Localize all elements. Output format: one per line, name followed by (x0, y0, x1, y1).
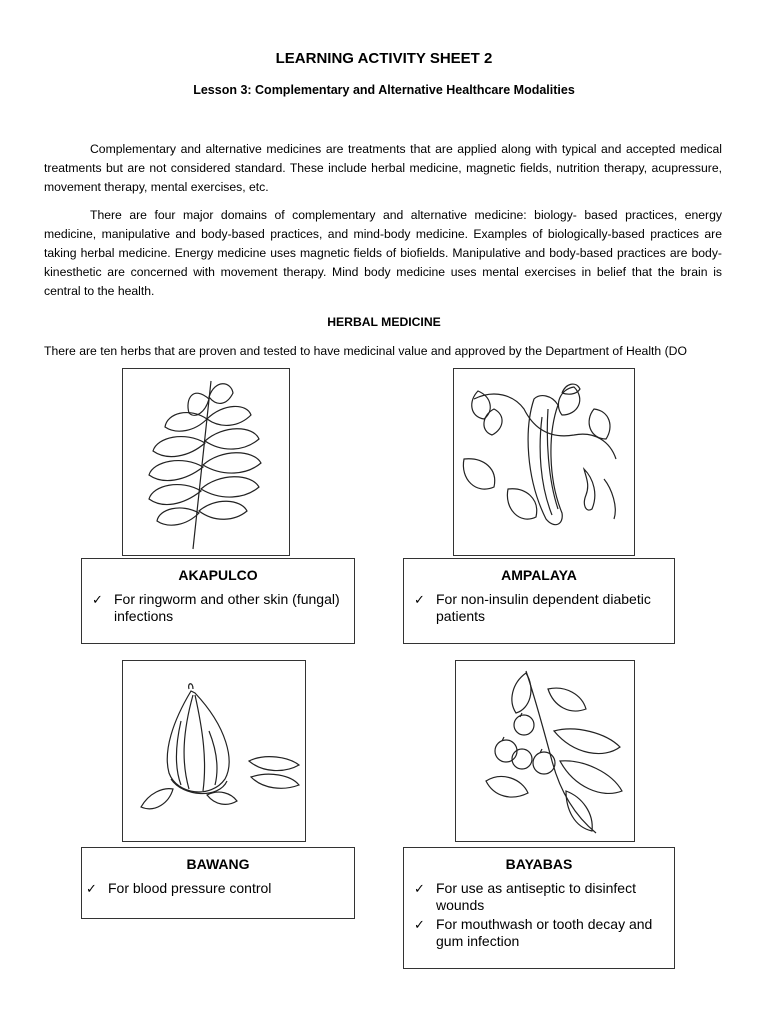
section-heading: HERBAL MEDICINE (327, 315, 441, 329)
herb-card-bawang (81, 847, 355, 919)
use-text: For use as antiseptic to disinfect wounds (436, 880, 636, 913)
checkmark-icon: ✓ (414, 592, 425, 607)
use-text: For ringworm and other skin (fungal) infections (114, 591, 340, 624)
akapulco-leaf-drawing (123, 369, 289, 555)
herb-name: BAYABAS (505, 856, 573, 872)
use-item (414, 591, 668, 625)
herb-card-akapulco (81, 558, 355, 644)
herb-name: BAWANG (186, 856, 250, 872)
uses-list (404, 880, 674, 950)
use-text: For mouthwash or tooth decay and gum infection (436, 916, 653, 949)
paragraph-2: There are four major domains of complementary and alternative medicine: biology- based practices, energy medicine, manipulative and body-based practices, and mind-body medicine. Examples of biologically-based practices are taking herbal medicine. Energy medicine uses magnetic fields of biofields. Manipulative and body-based practices are body- kinesthetic are concerned with movement therapy. Mind body medicine uses mental exercises in belief that the brain is central to the health. (44, 208, 722, 298)
herb-name: AMPALAYA (501, 567, 577, 583)
intro-paragraph: There are ten herbs that are proven and tested to have medicinal value and approved by the Department of Health (DO (44, 344, 687, 358)
use-text: For blood pressure control (108, 880, 272, 896)
uses-list (82, 591, 354, 625)
checkmark-icon: ✓ (414, 917, 425, 932)
herb-card-bayabas (403, 847, 675, 969)
page-title: LEARNING ACTIVITY SHEET 2 (275, 50, 493, 67)
bawang-garlic-drawing (123, 661, 305, 841)
ampalaya-illustration (453, 368, 635, 556)
use-item (86, 880, 348, 897)
ampalaya-vine-drawing (454, 369, 634, 555)
uses-list (82, 880, 354, 897)
uses-list (404, 591, 674, 625)
checkmark-icon: ✓ (92, 592, 103, 607)
checkmark-icon: ✓ (86, 881, 97, 896)
use-text: For non-insulin dependent diabetic patients (436, 591, 651, 624)
use-item (414, 880, 668, 914)
checkmark-icon: ✓ (414, 881, 425, 896)
herb-card-ampalaya (403, 558, 675, 644)
bayabas-guava-drawing (456, 661, 634, 841)
bawang-illustration (122, 660, 306, 842)
paragraph-1: Complementary and alternative medicines are treatments that are applied along with typical and accepted medical treatments but are not considered standard. These include herbal medicine, magnetic fields, nutrition therapy, acupressure, movement therapy, mental exercises, etc. (44, 142, 722, 194)
use-item (92, 591, 348, 625)
akapulco-illustration (122, 368, 290, 556)
use-item (414, 916, 668, 950)
herb-name: AKAPULCO (178, 567, 258, 583)
page-subtitle: Lesson 3: Complementary and Alternative Healthcare Modalities (193, 83, 575, 97)
bayabas-illustration (455, 660, 635, 842)
